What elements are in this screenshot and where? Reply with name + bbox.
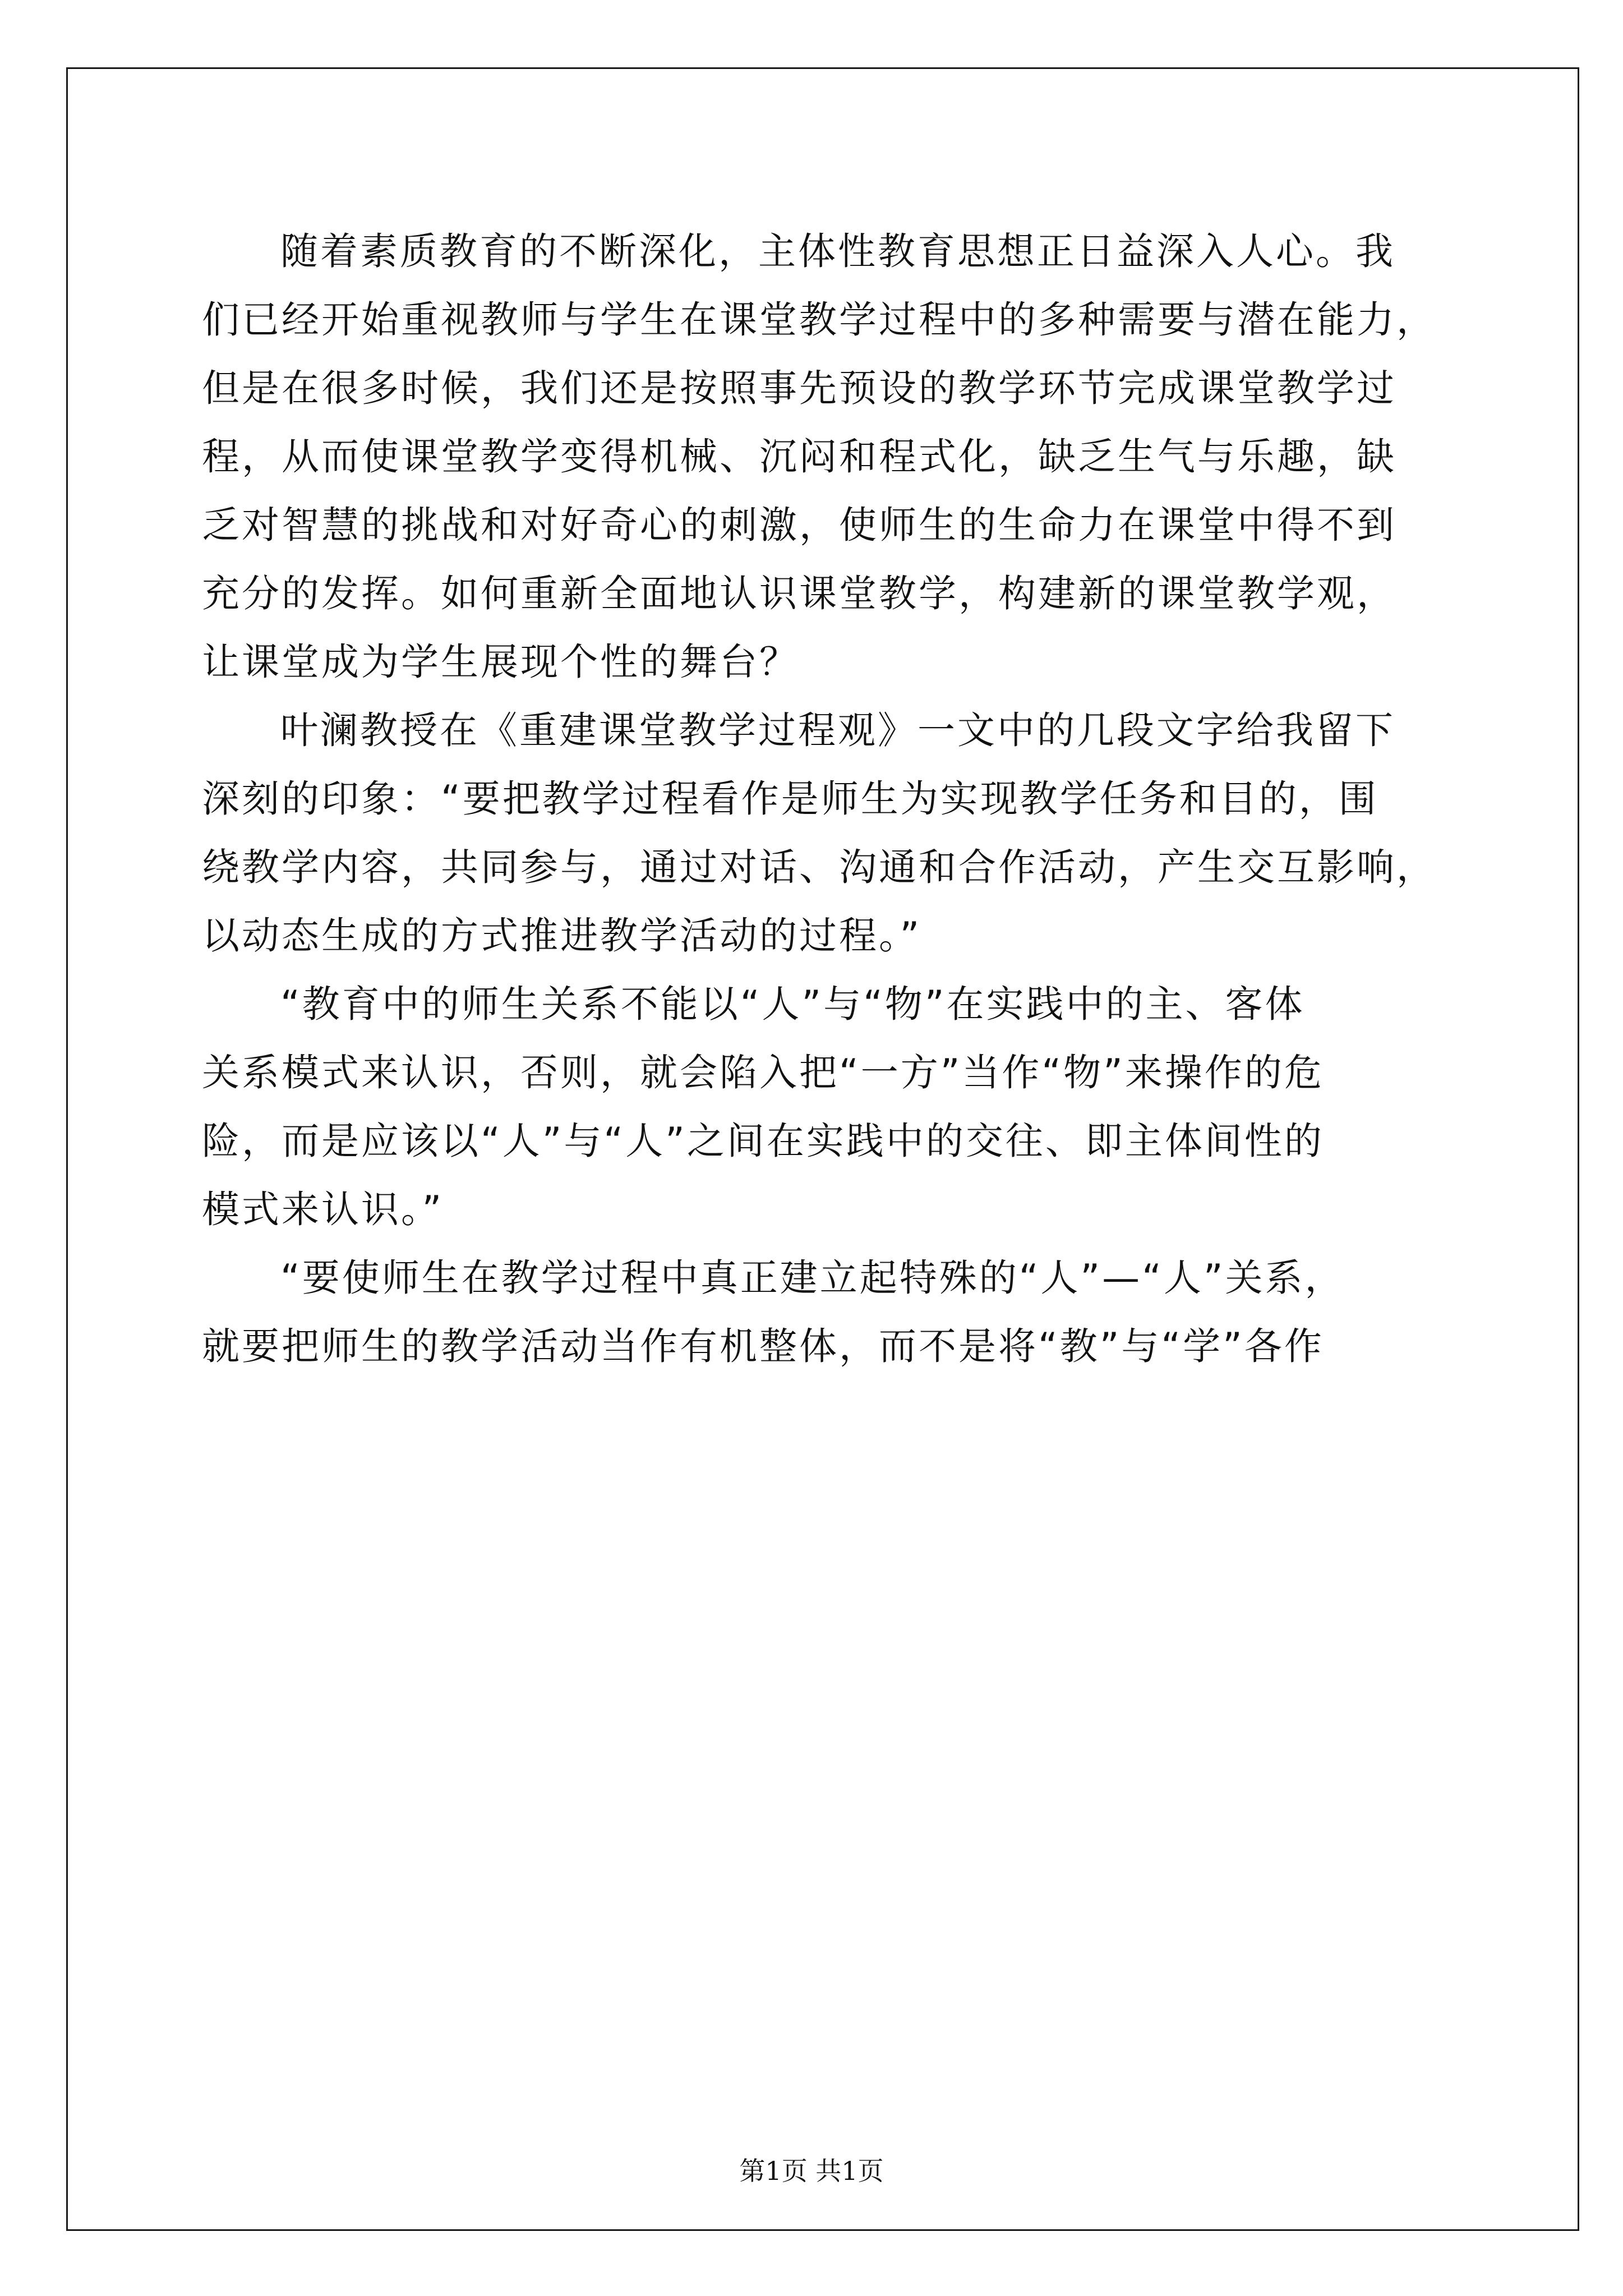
paragraph-1-line-7: 让课堂成为学生展现个性的舞台？ — [202, 640, 799, 684]
page-footer: 第1页 共1页 — [739, 2156, 884, 2186]
paragraph-4-line-2: 就要把师生的教学活动当作有机整体，而不是将“教”与“学”各作 — [202, 1324, 1324, 1368]
paragraph-3-line-1: “教育中的师生关系不能以“人”与“物”在实践中的主、客体 — [280, 982, 1305, 1026]
paragraph-2-line-3: 绕教学内容，共同参与，通过对话、沟通和合作活动，产生交互影响， — [202, 845, 1436, 889]
paragraph-1-line-2: 们已经开始重视教师与学生在课堂教学过程中的多种需要与潜在能力， — [202, 298, 1436, 342]
paragraph-2-line-2: 深刻的印象：“要把教学过程看作是师生为实现教学任务和目的，围 — [202, 777, 1378, 821]
paragraph-3-line-4: 模式来认识。” — [202, 1188, 444, 1231]
paragraph-2-line-1: 叶澜教授在《重建课堂教学过程观》一文中的几段文字给我留下 — [280, 708, 1395, 752]
paragraph-3-line-3: 险，而是应该以“人”与“人”之间在实践中的交往、即主体间性的 — [202, 1119, 1324, 1163]
paragraph-1-line-3: 但是在很多时候，我们还是按照事先预设的教学环节完成课堂教学过 — [202, 366, 1396, 410]
paragraph-3-line-2: 关系模式来认识，否则，就会陷入把“一方”当作“物”来操作的危 — [202, 1051, 1324, 1094]
paragraph-1-line-1: 随着素质教育的不断深化，主体性教育思想正日益深入人心。我 — [280, 229, 1395, 273]
paragraph-1-line-6: 充分的发挥。如何重新全面地认识课堂教学，构建新的课堂教学观， — [202, 572, 1396, 615]
paragraph-1-line-5: 乏对智慧的挑战和对好奇心的刺激，使师生的生命力在课堂中得不到 — [202, 503, 1396, 547]
paragraph-2-line-4: 以动态生成的方式推进教学活动的过程。” — [202, 914, 922, 958]
paragraph-4-line-1: “要使师生在教学过程中真正建立起特殊的“人”—“人”关系， — [280, 1256, 1345, 1300]
paragraph-1-line-4: 程，从而使课堂教学变得机械、沉闷和程式化，缺乏生气与乐趣，缺 — [202, 435, 1396, 478]
